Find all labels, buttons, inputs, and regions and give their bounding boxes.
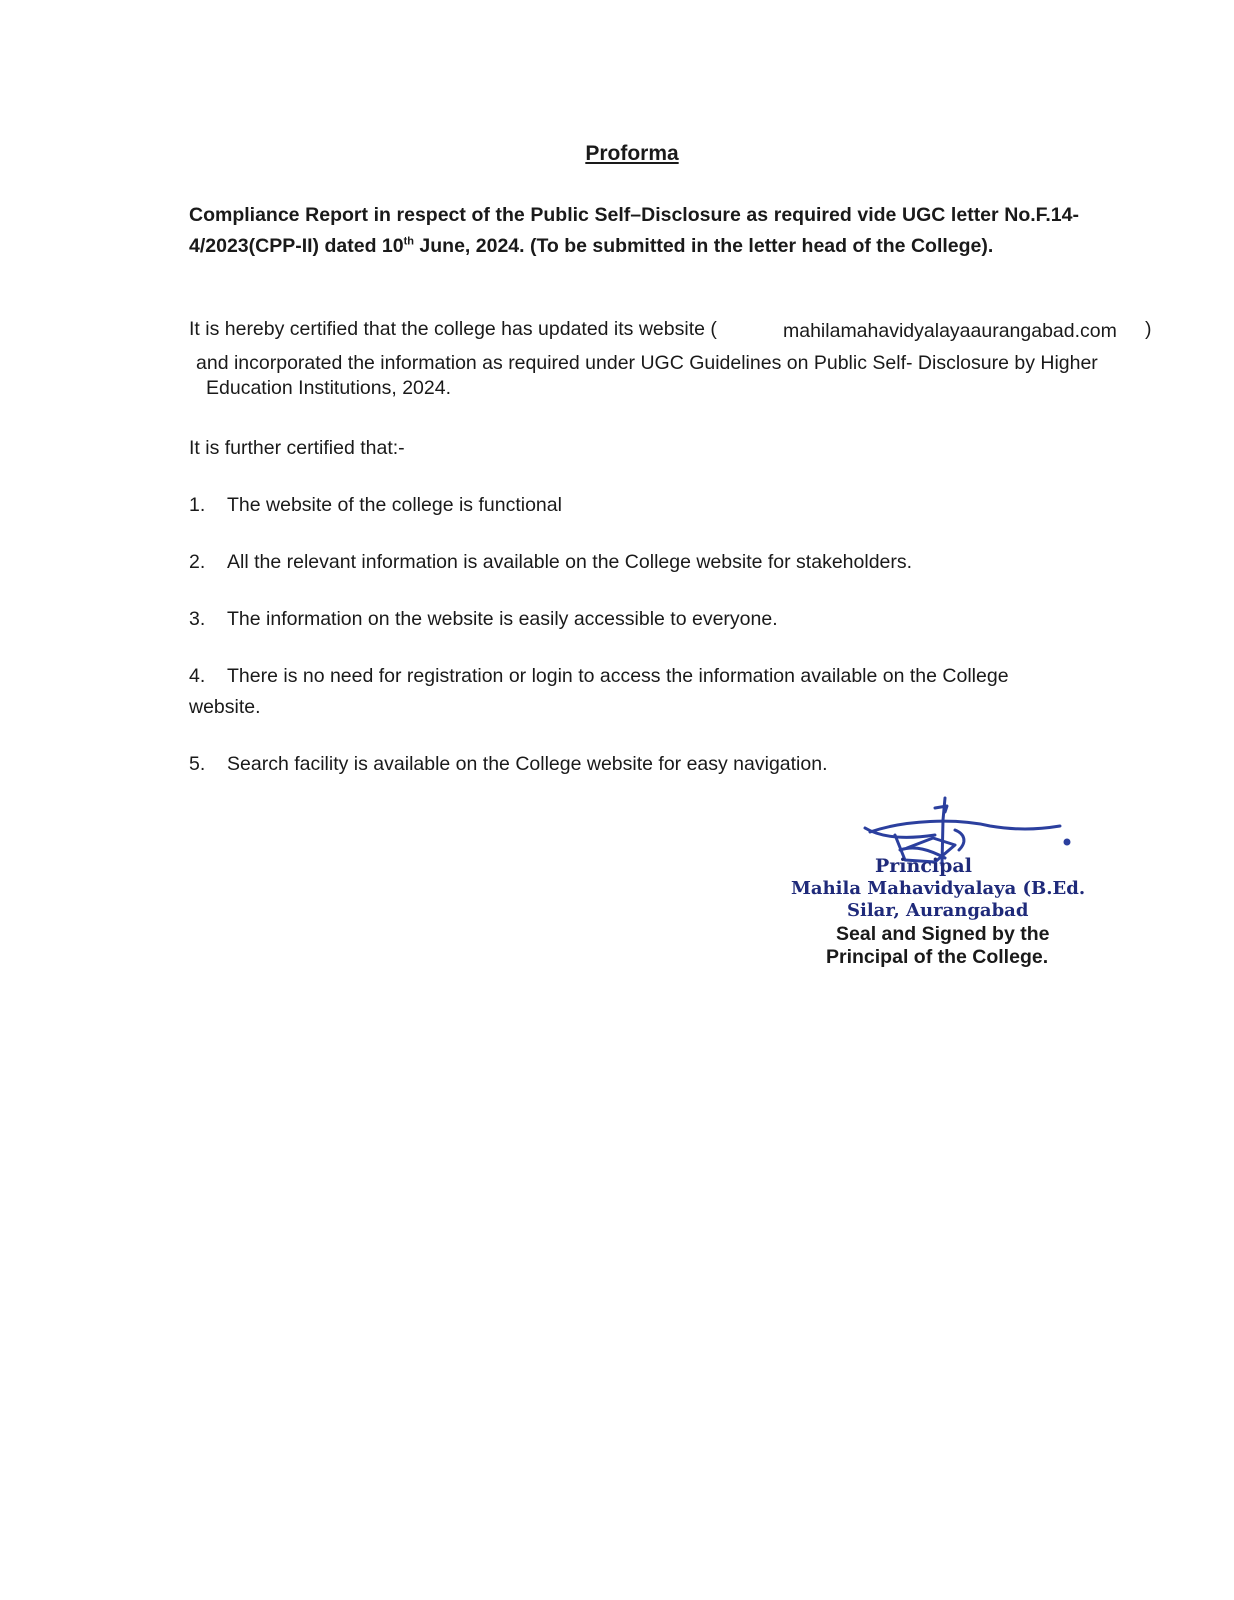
list-item-text: The website of the college is functional [227,494,562,516]
heading-part2: June, 2024. (To be submitted in the letter head of the College). [413,235,994,257]
website-url: mahilamahavidyalayaaurangabad.com [783,320,1117,342]
signature-block [791,800,1105,1000]
stamp-college-name: Mahila Mahavidyalaya (B.Ed. [791,878,1086,899]
certify-line-3: Education Institutions, 2024. [206,377,451,399]
page-title: Proforma [585,142,679,165]
certify-suffix: ) [1145,318,1152,340]
heading-part1: Compliance Report in respect of the Public Self–Disclosure as required vide UGC letter No.F.14-4/2023(CPP-II) dated 10 [189,204,1079,257]
report-heading [189,200,1079,262]
certify-line-2: and incorporated the information as required under UGC Guidelines on Public Self- Disclosure by Higher [196,352,1098,374]
stamp-location: Silar, Aurangabad [847,900,1029,921]
list-item-text: There is no need for registration or login to access the information available on the College [227,665,1009,687]
seal-caption-line-2: Principal of the College. [826,946,1049,968]
list-item-text: Search facility is available on the College website for easy navigation. [227,753,828,775]
seal-caption-line-1: Seal and Signed by the [836,923,1050,945]
list-item-text-continued: website. [189,696,261,718]
list-item-text: The information on the website is easily accessible to everyone. [227,608,778,630]
certify-prefix: It is hereby certified that the college has updated its website ( [189,318,717,340]
list-item-number: 5. [189,753,206,775]
list-item-number: 3. [189,608,206,630]
stamp-principal: Principal [875,855,972,877]
list-item-number: 1. [189,494,206,516]
list-item-number: 4. [189,665,206,687]
list-item-number: 2. [189,551,206,573]
further-certified: It is further certified that:- [189,437,405,459]
heading-superscript: th [403,235,414,248]
list-item-text: All the relevant information is available on the College website for stakeholders. [227,551,913,573]
certify-line-1 [189,318,717,341]
